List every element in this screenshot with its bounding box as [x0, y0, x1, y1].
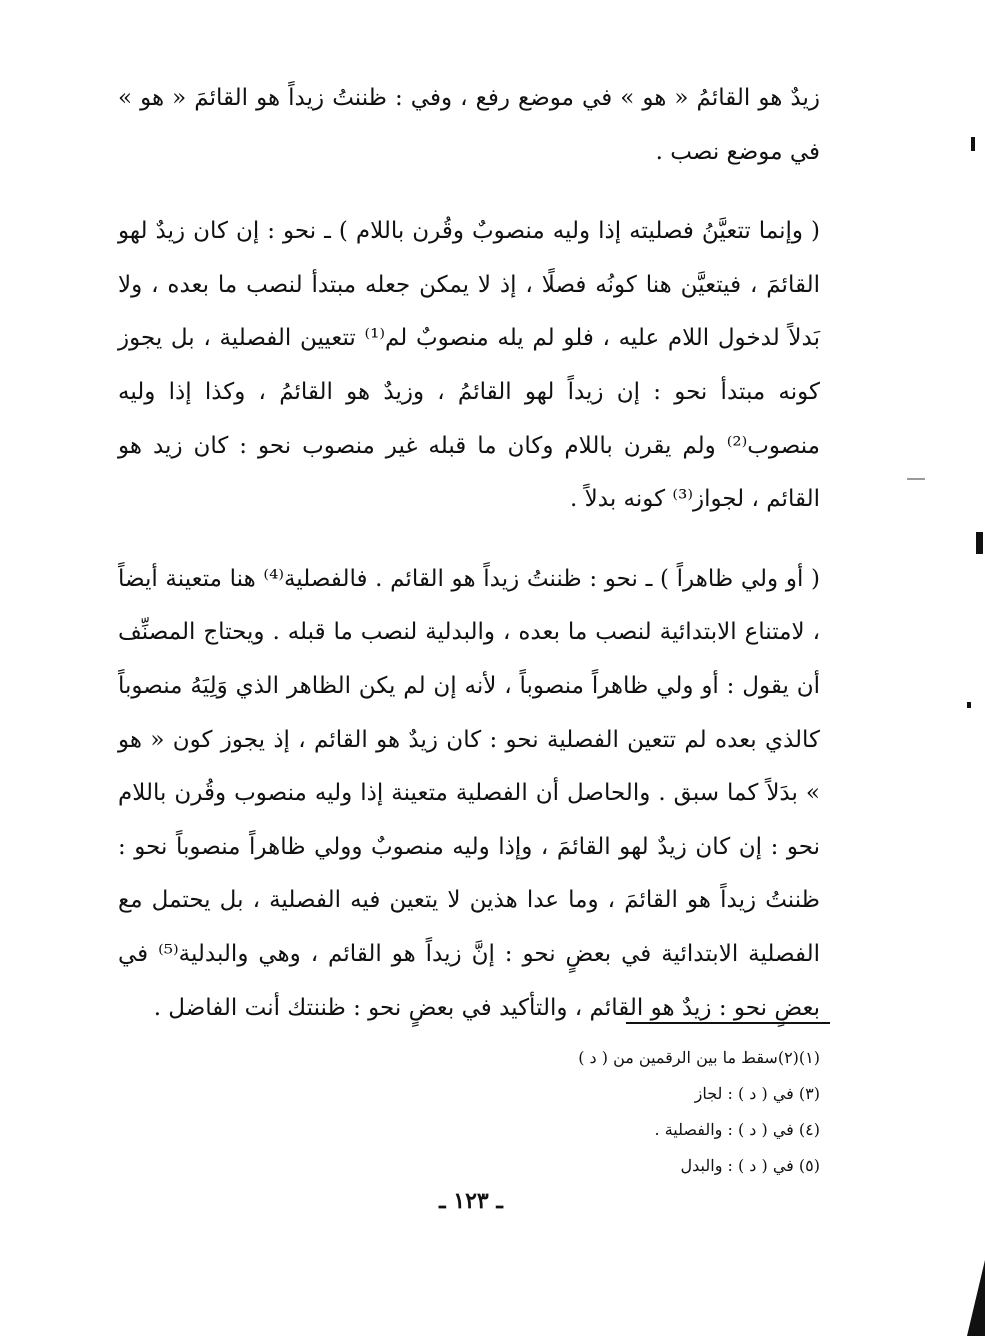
paragraph-1: زيدٌ هو القائمُ « هو » في موضع رفع ، وفي : ظننتُ زيداً هو القائمَ « هو » في موضع نصب . [118, 85, 820, 165]
scan-mark [971, 137, 975, 151]
scan-mark [907, 478, 925, 480]
main-text [118, 72, 820, 1035]
footnote-4: (٤) في ( د ) : والفصلية . [654, 1120, 820, 1139]
paragraph-3: ( أو ولي ظاهراً ) ـ نحو : ظننتُ زيداً هو القائم . فالفصلية⁽⁴⁾ هنا متعينة أيضاً ، لامتناع الابتدائية لنصب ما بعده ، والبدلية لنصب ما قبله . ويحتاج المصنِّف أن يقول : أو ولي ظاهراً منصوباً ، لأنه إن لم يكن الظاهر الذي وَلِيَهُ منصوباً كالذي بعده لم تتعين الفصلية نحو : كان زيدٌ هو القائم ، إذ يجوز كون « هو » بدَلاً كما سبق . والحاصل أن الفصلية متعينة إذا وليه منصوب وقُرن باللام نحو : إن كان زيدٌ لهو القائمَ ، وإذا وليه منصوبٌ وولي ظاهراً منصوباً نحو : ظننتُ زيداً هو القائمَ ، وما عدا هذين لا يتعين فيه الفصلية ، بل يحتمل مع الفصلية الابتدائية في بعضٍ نحو : إنَّ زيداً هو القائم ، وهي والبدلية⁽⁵⁾ في بعضٍ نحو : زيدٌ هو القائم ، والتأكيد في بعضٍ نحو : ظننتك أنت الفاضل . [118, 565, 820, 1021]
footnotes [260, 1040, 820, 1184]
footnote-separator [626, 1022, 830, 1024]
scan-mark [967, 702, 971, 708]
page-edge-shadow [967, 1260, 985, 1336]
paragraph-2: ( وإنما تتعيَّنُ فصليته إذا وليه منصوبٌ وقُرن باللام ) ـ نحو : إن كان زيدٌ لهو القائمَ ، فيتعيَّن هنا كونُه فصلًا ، إذ لا يمكن جعله مبتدأ لنصب ما بعده ، ولا بَدلاً لدخول اللام عليه ، فلو لم يله منصوبٌ لم⁽¹⁾ تتعيين الفصلية ، بل يجوز كونه مبتدأ نحو : إن زيداً لهو القائمُ ، وزيدٌ هو القائمُ ، وكذا إذا وليه منصوب⁽²⁾ ولم يقرن باللام وكان ما قبله غير منصوب نحو : كان زيد هو القائم ، لجواز⁽³⁾ كونه بدلاً . [118, 218, 820, 513]
footnote-5: (٥) في ( د ) : والبدل [680, 1156, 820, 1175]
footnote-3: (٣) في ( د ) : لجاز [694, 1084, 820, 1103]
footnote-1-2: (١)(٢)سقط ما بين الرقمين من ( د ) [578, 1048, 820, 1067]
page-number: ـ ١٢٣ ـ [439, 1188, 503, 1214]
scan-mark [976, 532, 983, 554]
